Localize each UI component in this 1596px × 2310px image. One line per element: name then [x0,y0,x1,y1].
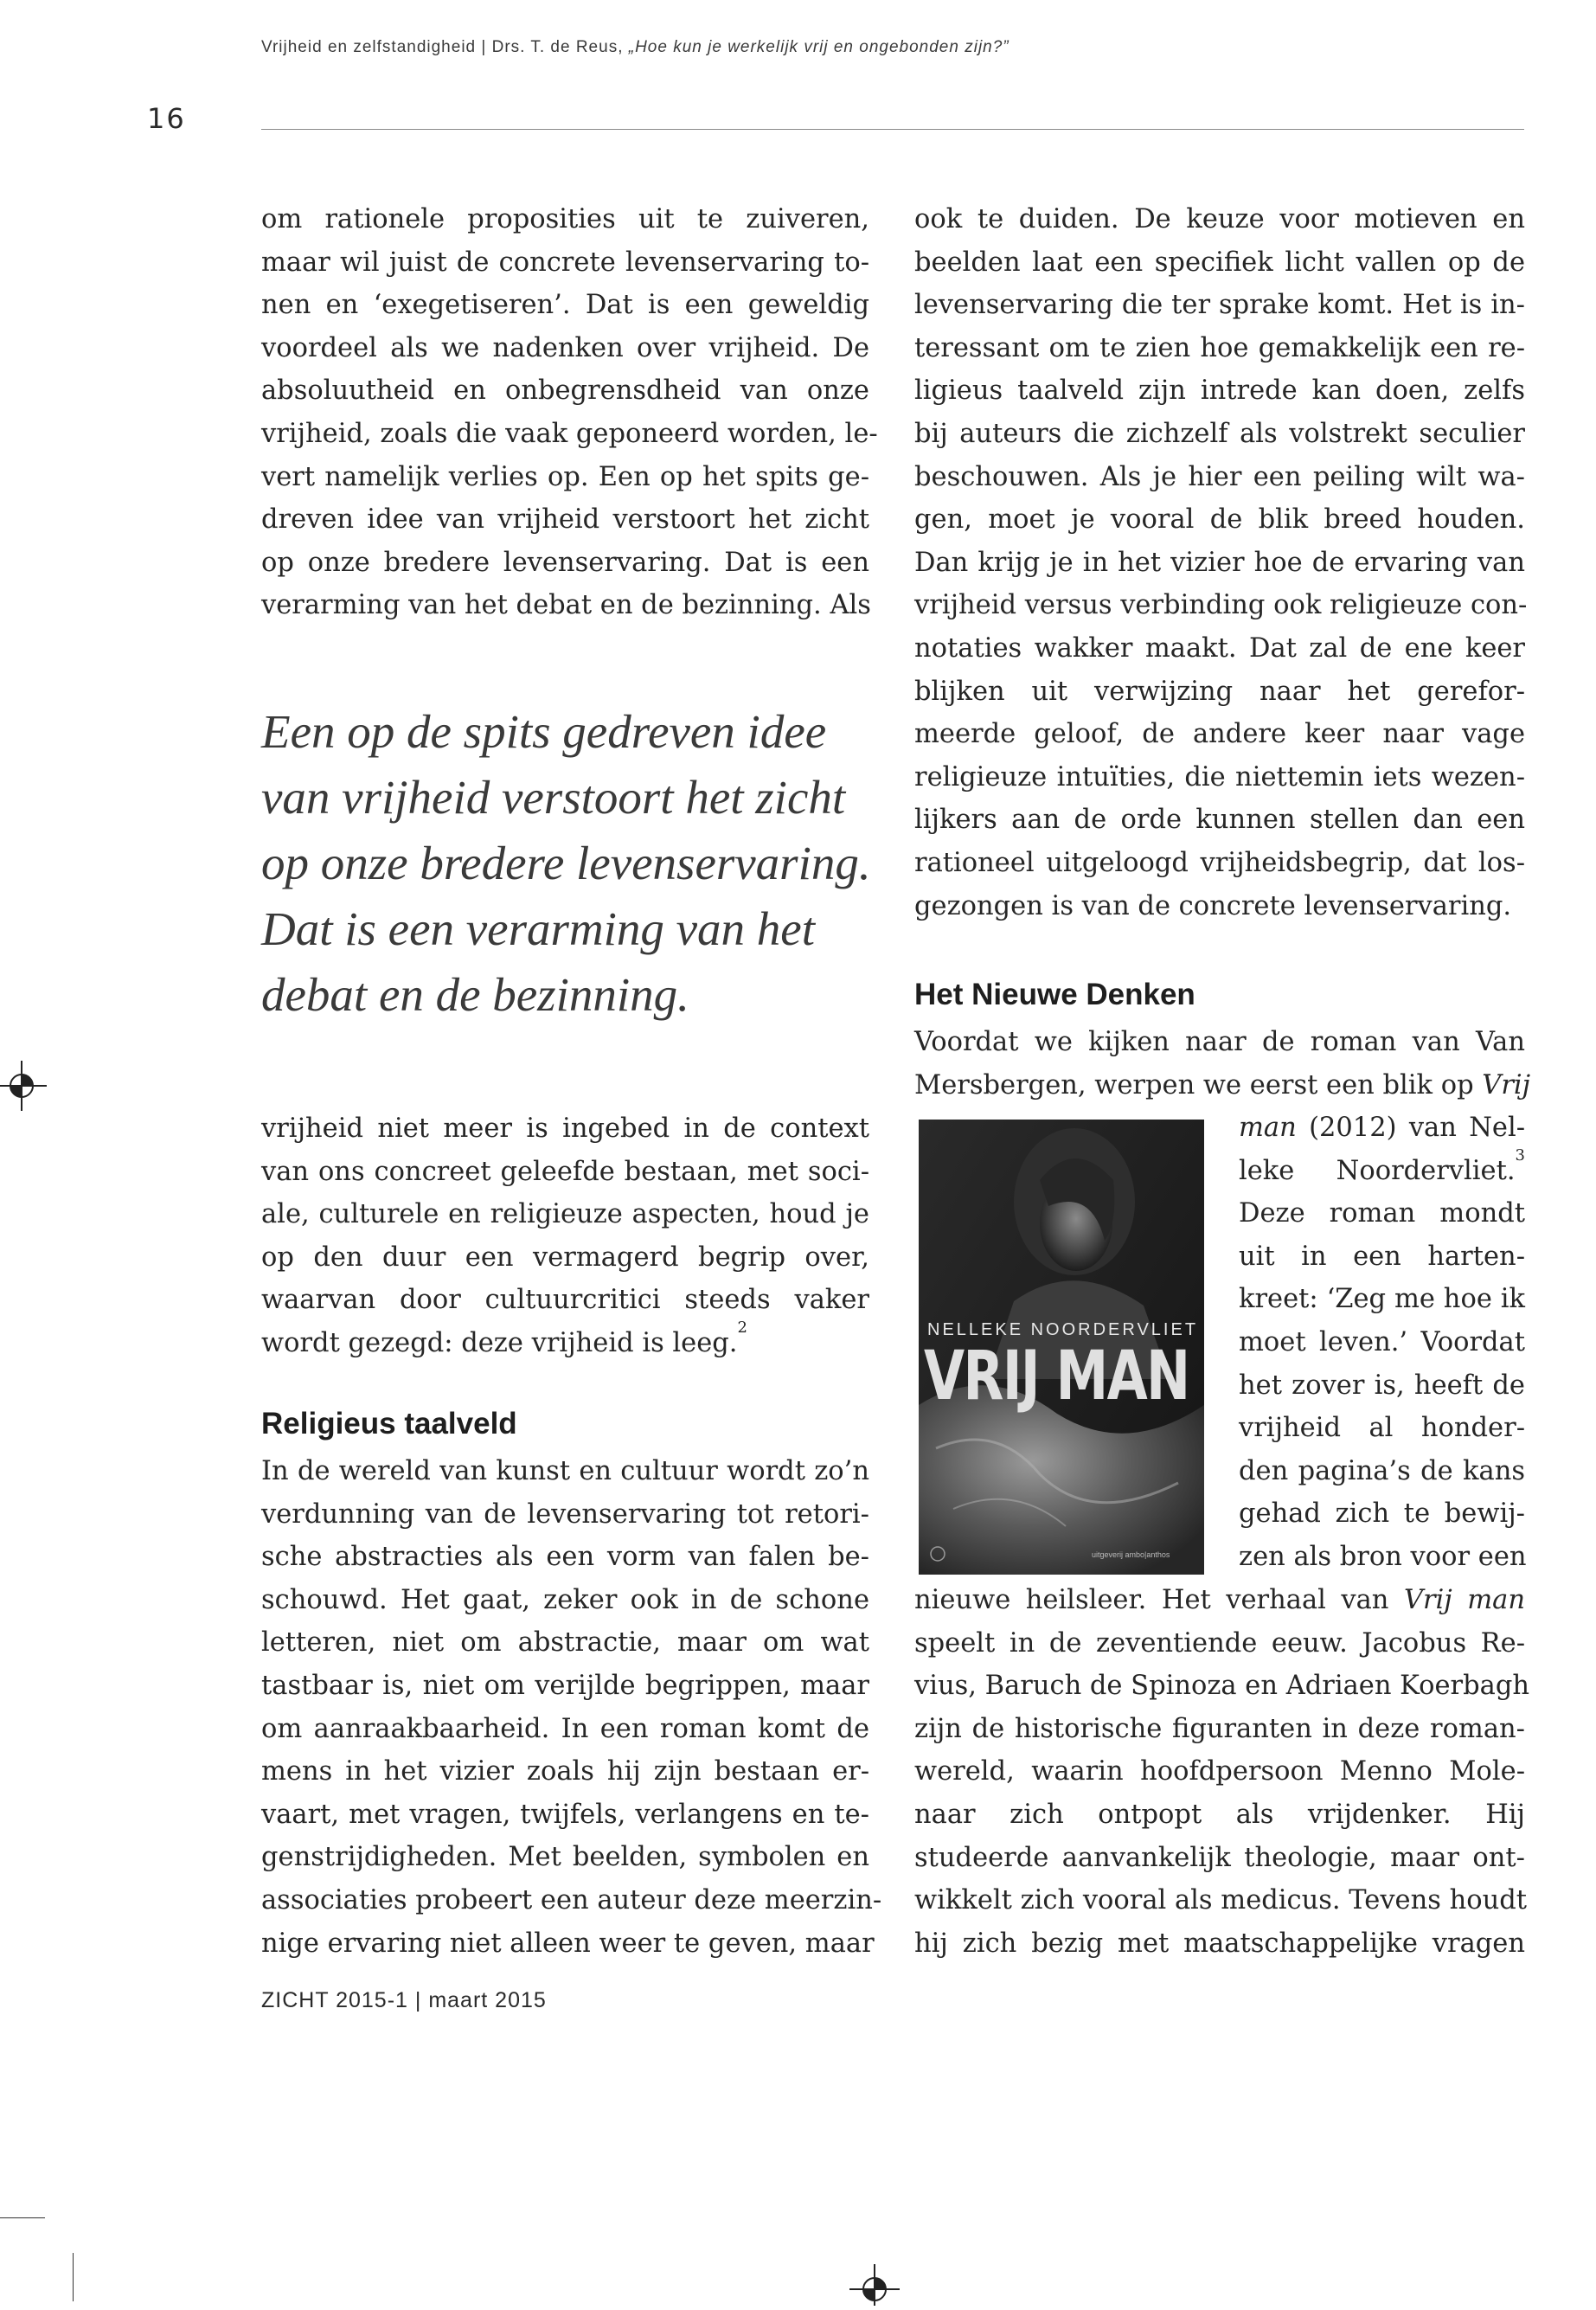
pull-quote [261,699,871,1028]
text-line: notaties wakker maakt. Dat zal de ene keer [914,632,1525,664]
page-footer: ZICHT 2015-1 | maart 2015 [261,1988,547,2012]
text-line: nieuwe heilsleer. Het verhaal van Vrij man [914,1585,1525,1615]
text-line: religieuze intuïties, die niettemin iets wezen- [914,761,1525,792]
text-line: van ons concreet geleefde bestaan, met soci- [261,1156,869,1187]
text-line: absoluutheid en onbegrensdheid van onze [261,375,869,407]
text-line: vrijheid al honder- [1239,1413,1525,1444]
pull-quote-line: van vrijheid verstoort het zicht [261,771,846,824]
pull-quote-line: debat en de bezinning. [261,968,689,1021]
text-line: wereld, waarin hoofdpersoon Menno Mole- [914,1756,1525,1787]
text-line: vrijheid niet meer is ingebed in de context [261,1113,869,1144]
text-line: naar zich ontpopt als vrijdenker. Hij [914,1799,1525,1830]
registration-mark-icon [849,2260,900,2310]
text-line: Dan krijg je in het vizier hoe de ervaring van [914,547,1525,578]
text-line: vrijheid versus verbinding ook religieuze con- [914,590,1528,621]
right-column-paragraph-2-continued [914,1579,1529,1965]
pull-quote-line: op onze bredere levenservaring. [261,837,871,889]
right-column-paragraph-2-intro [914,1021,1531,1107]
pull-quote-line: Een op de spits gedreven idee [261,705,827,758]
text-line: zijn de historische figuranten in deze roman- [914,1713,1525,1744]
text-line: mens in het vizier zoals hij zijn bestaan er- [261,1756,869,1787]
book-title-inline: Vrij [1482,1069,1531,1100]
text-line: kreet: ‘Zeg me hoe ik [1239,1284,1525,1315]
text-line: ale, culturele en religieuze aspecten, houd je [261,1199,869,1230]
text-line: Mersbergen, werpen we eerst een blik op Vrij [914,1069,1531,1100]
pull-quote-line: Dat is een verarming van het [261,902,815,955]
text-line: maar wil juist de concrete levenservaring to- [261,247,869,278]
footnote-ref[interactable]: 3 [1515,1145,1525,1165]
text-line: dreven idee van vrijheid verstoort het zicht [261,504,869,536]
text-line: vaart, met vragen, twijfels, verlangens en te- [261,1799,869,1830]
text-line: In de wereld van kunst en cultuur wordt zo’n [261,1456,869,1486]
text-line: gezongen is van de concrete levenservaring. [914,890,1512,921]
right-column-wrap-text [1239,1107,1525,1579]
right-column-paragraph-1 [914,198,1528,927]
text-line: schouwd. Het gaat, zeker ook in de schone [261,1584,869,1615]
text-line: ligieus taalveld zijn intrede kan doen, zelfs [914,375,1525,407]
footnote-ref[interactable]: 2 [737,1318,747,1337]
text-line: speelt in de zeventiende eeuw. Jacobus Re- [914,1627,1525,1659]
text-line: levenservaring die ter sprake komt. Het is in- [914,290,1525,321]
text-line: beelden laat een specifiek licht vallen op de [914,247,1525,278]
book-cover-publisher: uitgeverij ambo|anthos [1092,1550,1170,1559]
text-line: sche abstracties als een vorm van falen be- [261,1542,869,1573]
text-line: voordeel als we nadenken over vrijheid. De [261,332,869,363]
text-line: genstrijdigheden. Met beelden, symbolen en [261,1842,869,1873]
text-line: vius, Baruch de Spinoza en Adriaen Koerbagh [914,1671,1529,1702]
text-line: om rationele proposities uit te zuiveren, [261,204,869,234]
text-line: zen als bron voor een [1239,1541,1527,1572]
text-line: gehad zich te bewij- [1239,1498,1525,1530]
crop-mark [0,2217,45,2218]
text-line: lijkers aan de orde kunnen stellen dan een [914,805,1525,836]
text-line: leke Noordervliet.$^3$ [1239,1145,1525,1186]
text-line: op onze bredere levenservaring. Dat is een [261,547,869,578]
text-line: nige ervaring niet alleen weer te geven, maar [261,1928,875,1959]
running-head [261,38,1010,57]
text-line: vrijheid, zoals die vaak geponeerd worden, le- [261,418,878,449]
page-number: 16 [147,102,186,135]
text-line: nen en ‘exegetiseren’. Dat is een geweldig [261,290,869,321]
text-line: bij auteurs die zichzelf als volstrekt seculier [914,418,1525,449]
text-line: gen, moet je vooral de blik breed houden. [914,504,1525,536]
left-column-paragraph-1 [261,198,878,627]
text-line: den pagina’s de kans [1239,1455,1525,1486]
text-line: om aanraakbaarheid. In een roman komt de [261,1713,869,1744]
running-head-article-title: „Hoe kun je werkelijk vrij en ongebonden zijn?” [628,38,1010,56]
text-line: teressant om te zien hoe gemakkelijk een re- [914,332,1525,363]
heading-religieus-taalveld: Religieus taalveld [261,1407,517,1441]
book-cover-author: NELLEKE NOORDERVLIET [927,1320,1199,1339]
book-cover-title: VRIJ MAN [924,1338,1189,1415]
text-line: op den duur een vermagerd begrip over, [261,1242,869,1273]
registration-mark-icon [0,1061,47,1111]
left-column-paragraph-2 [261,1107,869,1365]
heading-het-nieuwe-denken: Het Nieuwe Denken [914,978,1195,1011]
text-line: Deze roman mondt [1239,1198,1525,1229]
text-line: uit in een harten- [1239,1241,1525,1272]
text-line: Voordat we kijken naar de roman van Van [914,1027,1525,1057]
text-line: rationeel uitgeloogd vrijheidsbegrip, dat los- [914,847,1525,878]
text-line: waarvan door cultuurcritici steeds vaker [261,1285,869,1316]
text-line: meerde geloof, de andere keer naar vage [914,719,1525,750]
text-line: hij zich bezig met maatschappelijke vragen [914,1928,1525,1959]
text-line: beschouwen. Als je hier een peiling wilt wa- [914,461,1525,492]
header-rule [261,129,1524,130]
text-line: studeerde aanvankelijk theologie, maar ont- [914,1842,1525,1873]
crop-mark [73,2253,74,2301]
text-line: blijken uit verwijzing naar het gerefor- [914,676,1525,707]
running-head-text: Vrijheid en zelfstandigheid | Drs. T. de Reus, [261,38,629,56]
book-title-inline: Vrij man [1403,1585,1525,1615]
text-line: het zover is, heeft de [1239,1370,1525,1401]
text-line: associaties probeert een auteur deze meerzin- [261,1884,882,1915]
text-line: letteren, niet om abstractie, maar om wat [261,1627,869,1659]
text-line: wikkelt zich vooral als medicus. Tevens houdt [914,1885,1528,1916]
text-line: vert namelijk verlies op. Een op het spits ge- [261,461,869,492]
text-line: ook te duiden. De keuze voor motieven en [914,204,1525,234]
text-line: man (2012) van Nel- [1239,1113,1525,1143]
text-line: tastbaar is, niet om verijlde begrippen, maar [261,1670,869,1701]
text-line: verarming van het debat en de bezinning. Als [261,590,871,621]
text-line: wordt gezegd: deze vrijheid is leeg.$^2$ [261,1318,747,1358]
book-cover-image [919,1120,1204,1575]
text-line: verdunning van de levenservaring tot retori- [261,1498,869,1530]
text-line: moet leven.’ Voordat [1239,1326,1525,1357]
left-column-paragraph-3 [261,1450,882,1965]
